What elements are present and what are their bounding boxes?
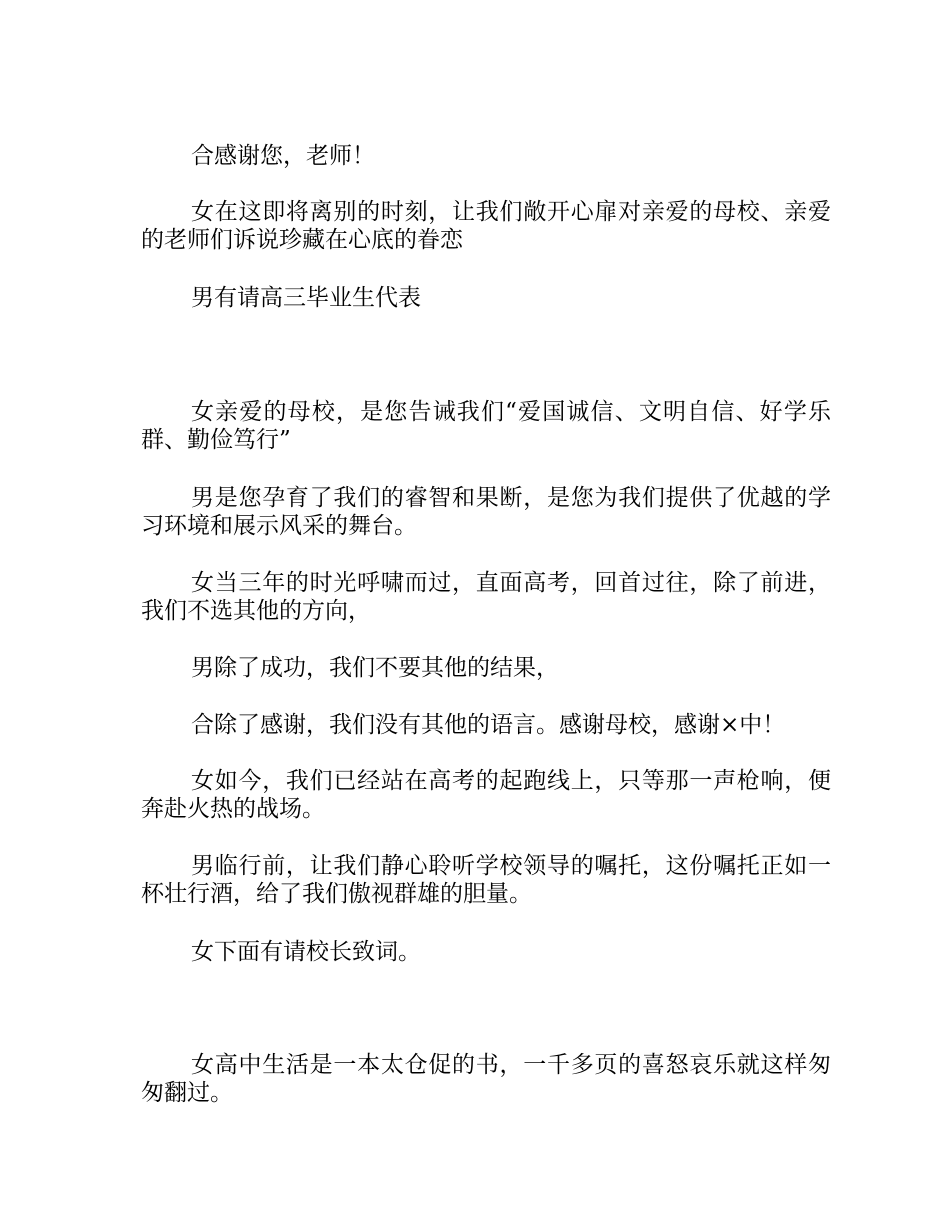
- paragraph-8: 合除了感谢，我们没有其他的语言。感谢母校，感谢×中！: [191, 712, 786, 738]
- paragraph-7: 男除了成功，我们不要其他的结果，: [191, 655, 559, 681]
- paragraph-9: 女如今，我们已经站在高考的起跑线上，只等那一声枪响，便奔赴火热的战场。: [141, 768, 831, 822]
- paragraph-3: 男有请高三毕业生代表: [191, 285, 421, 311]
- paragraph-2: 女在这即将离别的时刻，让我们敞开心扉对亲爱的母校、亲爱的老师们诉说珍藏在心底的眷恋: [141, 199, 831, 253]
- paragraph-4: 女亲爱的母校，是您告诫我们“爱国诚信、文明自信、好学乐群、勤俭笃行”: [141, 399, 831, 453]
- paragraph-11: 女下面有请校长致词。: [191, 939, 421, 965]
- paragraph-6: 女当三年的时光呼啸而过，直面高考，回首过往，除了前进，我们不选其他的方向，: [141, 570, 831, 624]
- paragraph-12: 女高中生活是一本太仓促的书，一千多页的喜怒哀乐就这样匆匆翻过。: [141, 1052, 831, 1106]
- paragraph-10: 男临行前，让我们静心聆听学校领导的嘱托，这份嘱托正如一杯壮行酒，给了我们傲视群雄的胆量。: [141, 853, 831, 907]
- paragraph-5: 男是您孕育了我们的睿智和果断，是您为我们提供了优越的学习环境和展示风采的舞台。: [141, 485, 831, 539]
- paragraph-1: 合感谢您，老师！: [191, 143, 375, 169]
